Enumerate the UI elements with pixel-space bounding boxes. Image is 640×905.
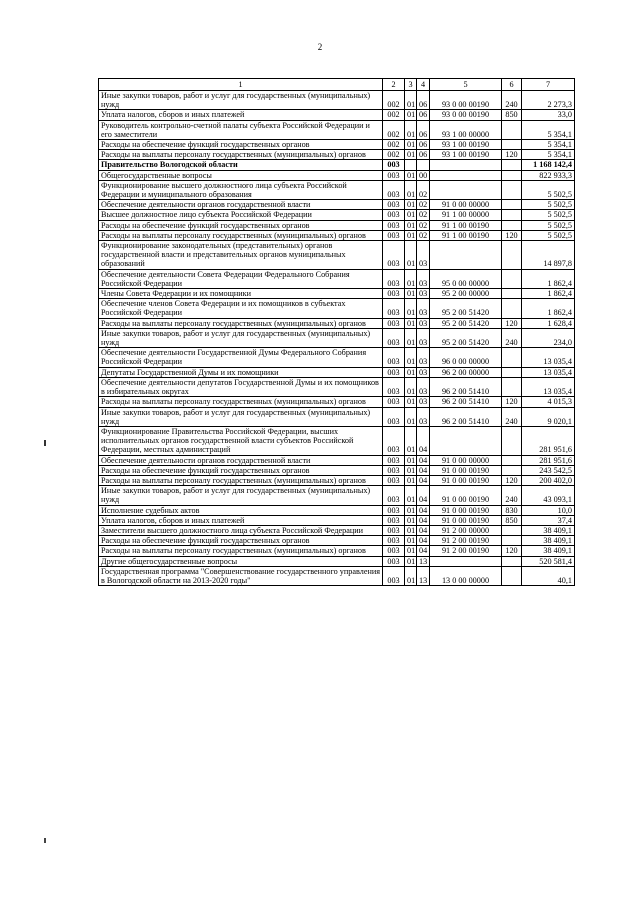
subsection-code-cell: 03 [417,318,430,328]
row-name-cell: Иные закупки товаров, работ и услуг для государственных (муниципальных) нужд [99,328,383,347]
section-code-cell: 01 [405,120,417,139]
expense-type-cell: 120 [502,150,522,160]
expense-type-cell [502,525,522,535]
subsection-code-cell: 02 [417,220,430,230]
expense-type-cell: 240 [502,91,522,110]
section-code-cell: 01 [405,220,417,230]
expense-type-cell [502,455,522,465]
grbs-code-cell: 003 [383,556,405,566]
table-row [99,536,575,546]
table-row [99,210,575,220]
grbs-code-cell: 003 [383,180,405,199]
amount-cell: 281 951,6 [522,426,575,455]
expense-type-cell [502,367,522,377]
expense-type-cell [502,465,522,475]
grbs-code-cell: 003 [383,505,405,515]
grbs-code-cell: 003 [383,299,405,318]
expense-type-cell: 850 [502,110,522,120]
table-row [99,556,575,566]
section-code-cell: 01 [405,210,417,220]
amount-cell: 2 273,3 [522,91,575,110]
amount-cell: 5 502,5 [522,180,575,199]
table-row [99,455,575,465]
grbs-code-cell: 003 [383,515,405,525]
section-code-cell: 01 [405,318,417,328]
target-article-cell: 91 0 00 00190 [430,515,502,525]
table-row [99,328,575,347]
grbs-code-cell: 003 [383,220,405,230]
subsection-code-cell: 03 [417,241,430,270]
section-code-cell: 01 [405,455,417,465]
table-row [99,318,575,328]
grbs-code-cell: 003 [383,170,405,180]
row-name-cell: Обеспечение деятельности органов государственной власти [99,200,383,210]
section-code-cell: 01 [405,91,417,110]
amount-cell: 43 093,1 [522,486,575,505]
expense-type-cell [502,269,522,288]
subsection-code-cell: 04 [417,546,430,556]
grbs-code-cell: 003 [383,241,405,270]
expense-type-cell [502,536,522,546]
section-code-cell: 01 [405,150,417,160]
amount-cell: 37,4 [522,515,575,525]
grbs-code-cell: 003 [383,455,405,465]
section-code-cell: 01 [405,486,417,505]
section-code-cell: 01 [405,110,417,120]
section-code-cell: 01 [405,407,417,426]
target-article-cell: 93 1 00 00190 [430,140,502,150]
row-name-cell: Расходы на обеспечение функций государственных органов [99,220,383,230]
table-row [99,505,575,515]
row-name-cell: Функционирование высшего должностного лица субъекта Российской Федерации и муниципального образования [99,180,383,199]
subsection-code-cell: 03 [417,299,430,318]
grbs-code-cell: 003 [383,348,405,367]
target-article-cell [430,160,502,170]
header-cell: 3 [405,79,417,91]
row-name-cell: Уплата налогов, сборов и иных платежей [99,110,383,120]
target-article-cell: 91 1 00 00000 [430,210,502,220]
row-name-cell: Высшее должностное лицо субъекта Российской Федерации [99,210,383,220]
row-name-cell: Расходы на выплаты персоналу государственных (муниципальных) органов [99,318,383,328]
expense-type-cell: 240 [502,328,522,347]
amount-cell: 38 409,1 [522,536,575,546]
table-row [99,110,575,120]
row-name-cell: Исполнение судебных актов [99,505,383,515]
table-row [99,475,575,485]
subsection-code-cell: 04 [417,455,430,465]
expense-type-cell: 830 [502,505,522,515]
section-code-cell: 01 [405,536,417,546]
subsection-code-cell: 03 [417,377,430,396]
amount-cell: 5 354,1 [522,120,575,139]
grbs-code-cell: 003 [383,486,405,505]
amount-cell: 33,0 [522,110,575,120]
section-code-cell: 01 [405,170,417,180]
amount-cell: 13 035,4 [522,377,575,396]
grbs-code-cell: 002 [383,91,405,110]
section-code-cell: 01 [405,546,417,556]
section-code-cell: 01 [405,397,417,407]
table-row [99,170,575,180]
expense-type-cell [502,556,522,566]
table-row [99,289,575,299]
table-row [99,377,575,396]
expense-type-cell [502,170,522,180]
subsection-code-cell: 13 [417,556,430,566]
table-row [99,465,575,475]
row-name-cell: Обеспечение деятельности Совета Федерации Федерального Собрания Российской Федерации [99,269,383,288]
section-code-cell: 01 [405,525,417,535]
row-name-cell: Правительство Вологодской области [99,160,383,170]
grbs-code-cell: 003 [383,475,405,485]
grbs-code-cell: 003 [383,160,405,170]
target-article-cell: 91 2 00 00190 [430,536,502,546]
target-article-cell: 95 2 00 51420 [430,318,502,328]
amount-cell: 5 354,1 [522,140,575,150]
target-article-cell: 91 0 00 00190 [430,465,502,475]
row-name-cell: Расходы на выплаты персоналу государственных (муниципальных) органов [99,475,383,485]
section-code-cell: 01 [405,515,417,525]
amount-cell: 38 409,1 [522,525,575,535]
row-name-cell: Общегосударственные вопросы [99,170,383,180]
amount-cell: 5 502,5 [522,230,575,240]
header-cell: 5 [430,79,502,91]
subsection-code-cell: 04 [417,486,430,505]
amount-cell: 40,1 [522,566,575,585]
grbs-code-cell: 003 [383,465,405,475]
expense-type-cell [502,241,522,270]
header-cell: 1 [99,79,383,91]
target-article-cell: 95 2 00 51420 [430,299,502,318]
amount-cell: 13 035,4 [522,348,575,367]
target-article-cell [430,556,502,566]
target-article-cell: 91 0 00 00000 [430,200,502,210]
grbs-code-cell: 003 [383,269,405,288]
row-name-cell: Функционирование законодательных (представительных) органов государственной власти и представительных органов муниципальных образований [99,241,383,270]
row-name-cell: Расходы на обеспечение функций государственных органов [99,536,383,546]
scan-artifact [44,838,46,843]
grbs-code-cell: 002 [383,120,405,139]
expense-type-cell: 120 [502,546,522,556]
table-row [99,140,575,150]
row-name-cell: Расходы на обеспечение функций государственных органов [99,140,383,150]
target-article-cell: 91 0 00 00190 [430,505,502,515]
target-article-cell: 96 0 00 00000 [430,348,502,367]
row-name-cell: Обеспечение деятельности депутатов Государственной Думы и их помощников в избирательных округах [99,377,383,396]
target-article-cell: 93 1 00 00190 [430,150,502,160]
table-row [99,407,575,426]
subsection-code-cell: 03 [417,328,430,347]
amount-cell: 822 933,3 [522,170,575,180]
section-code-cell: 01 [405,289,417,299]
header-row [99,79,575,91]
table-row [99,367,575,377]
target-article-cell: 96 2 00 51410 [430,377,502,396]
expense-type-cell [502,200,522,210]
table-row [99,120,575,139]
target-article-cell: 91 1 00 00190 [430,230,502,240]
amount-cell: 10,0 [522,505,575,515]
subsection-code-cell: 06 [417,120,430,139]
grbs-code-cell: 002 [383,150,405,160]
subsection-code-cell: 04 [417,475,430,485]
subsection-code-cell: 03 [417,269,430,288]
row-name-cell: Расходы на выплаты персоналу государственных (муниципальных) органов [99,397,383,407]
grbs-code-cell: 003 [383,377,405,396]
target-article-cell: 96 2 00 51410 [430,397,502,407]
row-name-cell: Заместители высшего должностного лица субъекта Российской Федерации [99,525,383,535]
grbs-code-cell: 003 [383,546,405,556]
amount-cell: 1 862,4 [522,289,575,299]
target-article-cell [430,180,502,199]
grbs-code-cell: 003 [383,566,405,585]
subsection-code-cell: 04 [417,426,430,455]
row-name-cell: Расходы на выплаты персоналу государственных (муниципальных) органов [99,150,383,160]
grbs-code-cell: 003 [383,289,405,299]
subsection-code-cell: 06 [417,91,430,110]
expense-type-cell [502,566,522,585]
section-code-cell: 01 [405,367,417,377]
target-article-cell: 93 1 00 00000 [430,120,502,139]
target-article-cell: 96 2 00 00000 [430,367,502,377]
grbs-code-cell: 003 [383,367,405,377]
row-name-cell: Депутаты Государственной Думы и их помощники [99,367,383,377]
header-cell: 4 [417,79,430,91]
header-cell: 2 [383,79,405,91]
target-article-cell: 93 0 00 00190 [430,110,502,120]
subsection-code-cell: 04 [417,525,430,535]
row-name-cell: Функционирование Правительства Российской Федерации, высших исполнительных органов государственной власти субъектов Российской Федерации, местных администраций [99,426,383,455]
subsection-code-cell: 03 [417,348,430,367]
subsection-code-cell: 03 [417,407,430,426]
target-article-cell [430,170,502,180]
table-row [99,200,575,210]
expense-type-cell: 240 [502,407,522,426]
amount-cell: 5 502,5 [522,200,575,210]
table-row [99,241,575,270]
expense-type-cell [502,220,522,230]
amount-cell: 9 020,1 [522,407,575,426]
amount-cell: 1 862,4 [522,269,575,288]
grbs-code-cell: 003 [383,318,405,328]
section-code-cell: 01 [405,180,417,199]
subsection-code-cell: 03 [417,289,430,299]
table-row [99,180,575,199]
table-row [99,515,575,525]
row-name-cell: Расходы на обеспечение функций государственных органов [99,465,383,475]
grbs-code-cell: 003 [383,426,405,455]
table-row [99,486,575,505]
table-row [99,525,575,535]
target-article-cell: 91 0 00 00190 [430,486,502,505]
target-article-cell [430,426,502,455]
row-name-cell: Расходы на выплаты персоналу государственных (муниципальных) органов [99,230,383,240]
subsection-code-cell: 03 [417,397,430,407]
scan-artifact [44,440,46,446]
subsection-code-cell: 04 [417,515,430,525]
target-article-cell: 91 0 00 00000 [430,455,502,465]
amount-cell: 234,0 [522,328,575,347]
grbs-code-cell: 002 [383,110,405,120]
subsection-code-cell: 06 [417,140,430,150]
amount-cell: 14 897,8 [522,241,575,270]
expense-type-cell: 120 [502,397,522,407]
target-article-cell: 93 0 00 00190 [430,91,502,110]
grbs-code-cell: 003 [383,210,405,220]
amount-cell: 4 015,3 [522,397,575,407]
subsection-code-cell [417,160,430,170]
table-row [99,91,575,110]
header-cell: 6 [502,79,522,91]
target-article-cell: 91 0 00 00190 [430,475,502,485]
subsection-code-cell: 03 [417,367,430,377]
section-code-cell: 01 [405,241,417,270]
table-row [99,348,575,367]
subsection-code-cell: 06 [417,110,430,120]
table-row [99,397,575,407]
expense-type-cell: 850 [502,515,522,525]
grbs-code-cell: 003 [383,328,405,347]
grbs-code-cell: 003 [383,407,405,426]
section-code-cell: 01 [405,348,417,367]
row-name-cell: Обеспечение деятельности органов государственной власти [99,455,383,465]
expense-type-cell: 120 [502,475,522,485]
header-cell: 7 [522,79,575,91]
grbs-code-cell: 003 [383,200,405,210]
grbs-code-cell: 002 [383,140,405,150]
section-code-cell: 01 [405,140,417,150]
subsection-code-cell: 02 [417,200,430,210]
expense-type-cell [502,348,522,367]
table-row [99,150,575,160]
table-row [99,269,575,288]
amount-cell: 5 502,5 [522,220,575,230]
target-article-cell: 91 2 00 00190 [430,546,502,556]
section-code-cell: 01 [405,377,417,396]
subsection-code-cell: 06 [417,150,430,160]
expense-type-cell [502,120,522,139]
target-article-cell: 95 2 00 51420 [430,328,502,347]
amount-cell: 243 542,5 [522,465,575,475]
target-article-cell: 91 2 00 00000 [430,525,502,535]
subsection-code-cell: 00 [417,170,430,180]
target-article-cell [430,241,502,270]
expense-type-cell [502,180,522,199]
subsection-code-cell: 04 [417,505,430,515]
row-name-cell: Члены Совета Федерации и их помощники [99,289,383,299]
section-code-cell: 01 [405,475,417,485]
target-article-cell: 91 1 00 00190 [430,220,502,230]
table-row [99,230,575,240]
expense-type-cell [502,210,522,220]
row-name-cell: Государственная программа "Совершенствование государственного управления в Вологодской области на 2013-2020 годы" [99,566,383,585]
amount-cell: 5 502,5 [522,210,575,220]
section-code-cell: 01 [405,505,417,515]
row-name-cell: Иные закупки товаров, работ и услуг для государственных (муниципальных) нужд [99,407,383,426]
section-code-cell: 01 [405,556,417,566]
row-name-cell: Уплата налогов, сборов и иных платежей [99,515,383,525]
grbs-code-cell: 003 [383,536,405,546]
target-article-cell: 95 2 00 00000 [430,289,502,299]
expense-type-cell [502,140,522,150]
target-article-cell: 95 0 00 00000 [430,269,502,288]
section-code-cell [405,160,417,170]
table-row [99,566,575,585]
table-row [99,546,575,556]
row-name-cell: Расходы на выплаты персоналу государственных (муниципальных) органов [99,546,383,556]
amount-cell: 38 409,1 [522,546,575,556]
row-name-cell: Обеспечение деятельности Государственной Думы Федерального Собрания Российской Федерации [99,348,383,367]
page-number: 2 [317,42,323,52]
expense-type-cell [502,289,522,299]
section-code-cell: 01 [405,200,417,210]
section-code-cell: 01 [405,426,417,455]
row-name-cell: Иные закупки товаров, работ и услуг для государственных (муниципальных) нужд [99,486,383,505]
expense-type-cell: 240 [502,486,522,505]
row-name-cell: Обеспечение членов Совета Федерации и их помощников в субъектах Российской Федерации [99,299,383,318]
amount-cell: 200 402,0 [522,475,575,485]
amount-cell: 13 035,4 [522,367,575,377]
amount-cell: 520 581,4 [522,556,575,566]
grbs-code-cell: 003 [383,525,405,535]
amount-cell: 5 354,1 [522,150,575,160]
target-article-cell: 13 0 00 00000 [430,566,502,585]
table-row [99,426,575,455]
amount-cell: 1 168 142,4 [522,160,575,170]
expense-type-cell [502,299,522,318]
amount-cell: 281 951,6 [522,455,575,465]
subsection-code-cell: 04 [417,465,430,475]
section-code-cell: 01 [405,230,417,240]
expense-type-cell: 120 [502,318,522,328]
section-code-cell: 01 [405,566,417,585]
table-row [99,299,575,318]
subsection-code-cell: 02 [417,180,430,199]
expense-type-cell [502,426,522,455]
table-row [99,160,575,170]
section-code-cell: 01 [405,465,417,475]
row-name-cell: Иные закупки товаров, работ и услуг для государственных (муниципальных) нужд [99,91,383,110]
subsection-code-cell: 02 [417,210,430,220]
row-name-cell: Другие общегосударственные вопросы [99,556,383,566]
table-row [99,220,575,230]
section-code-cell: 01 [405,269,417,288]
section-code-cell: 01 [405,299,417,318]
amount-cell: 1 628,4 [522,318,575,328]
expense-type-cell: 120 [502,230,522,240]
target-article-cell: 96 2 00 51410 [430,407,502,426]
amount-cell: 1 862,4 [522,299,575,318]
expense-type-cell [502,377,522,396]
expense-type-cell [502,160,522,170]
budget-table [98,78,575,586]
grbs-code-cell: 003 [383,397,405,407]
subsection-code-cell: 04 [417,536,430,546]
subsection-code-cell: 02 [417,230,430,240]
row-name-cell: Руководитель контрольно-счетной палаты субъекта Российской Федерации и его заместители [99,120,383,139]
grbs-code-cell: 003 [383,230,405,240]
section-code-cell: 01 [405,328,417,347]
subsection-code-cell: 13 [417,566,430,585]
